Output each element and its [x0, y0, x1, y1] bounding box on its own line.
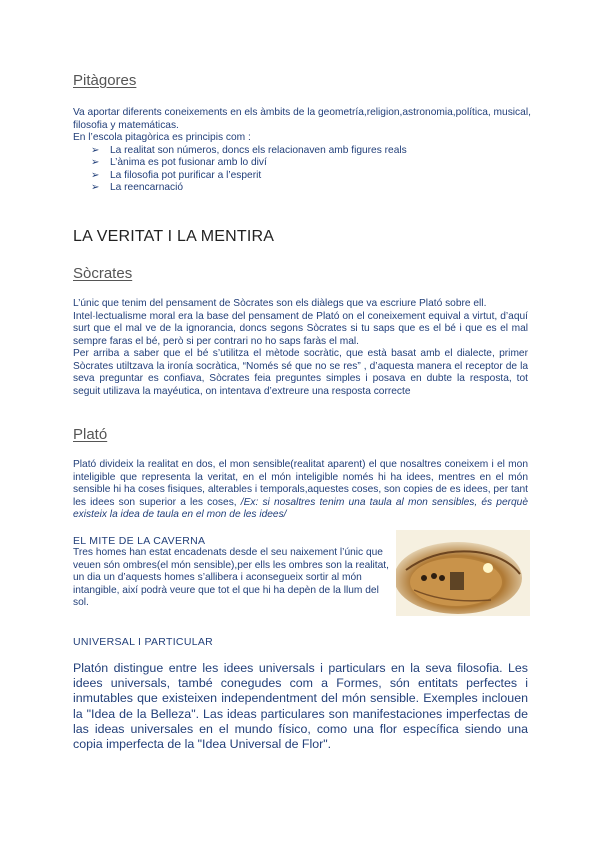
- plato-text: Plató divideix la realitat en dos, el mon sensible(realitat aparent) el que nosaltres coneixem i el mon inteligible que representa la veritat, en el món inteligible només hi ha idees, mentres en el món sensible hi ha coses fisiques, alterables i temporals,aquestes coses, son copies de es idees, per tant les idees son superior a les coses,: [73, 459, 528, 508]
- pitagores-principles-lead: En l’escola pitagòrica es principis com :: [73, 132, 251, 143]
- list-item: ➢ La realitat son números, doncs els relacionaven amb figures reals: [91, 145, 533, 158]
- socrates-paragraph: Per arriba a saber que el bé s’utilitza el mètode socràtic, que està basat amb el dialecte, primer Sòcrates utiltzava la ironía socràtica, “Només sé que no se res” , d’aquesta manera el receptor de la seva preguntar es confiava, Sòcrates feia preguntes simples i posava en dubte la resposta, tot seguit utilizava la mayéutica, on intentava d’extreure una resposta correcte: [73, 348, 528, 397]
- socrates-paragraph: Intel·lectualisme moral era la base del pensament de Plató on el coneixement equival a virtut, d’aquí surt que el mal ve de la ignorancia, doncs segons Sòcrates si tu saps que es el bé i que es el mal sempre faras el bé, però si per contrari no ho saps faràs el mal.: [73, 310, 528, 347]
- pitagores-principles-list: [91, 145, 533, 195]
- cave-heading: EL MITE DE LA CAVERNA: [73, 535, 206, 547]
- plato-paragraph: [73, 459, 528, 522]
- list-item: ➢ L’ànima es pot fusionar amb lo diví: [91, 157, 533, 170]
- universal-text: Platón distingue entre les idees universals i particulars en la seva filosofia. Les idees universals, també conegudes com a Formes, són entitats perfectes i inmutables que existeixen independentment del món sensible. Exemples inclouen la "Idea de la Belleza". Las ideas particulares son manifestaciones imperfectas de las ideas universales en el mundo físico, como una flor específica siendo una copia imperfecta de la "Idea Universal de Flor".: [73, 661, 528, 752]
- cave-text: Tres homes han estat encadenats desde el seu naixement l’únic que veuen són ombres(el món sensible),per ells les ombres son la realitat, un dia un d’aquests homes s’allibera i aconsegueix sortir al món intangible, així podrà veure que tot el que hi ha depèn de la llum del sol.: [73, 547, 389, 608]
- list-item: ➢ La filosofia pot purificar a l’esperit: [91, 170, 533, 183]
- heading-socrates: Sòcrates: [73, 265, 133, 282]
- section-title: LA VERITAT I LA MENTIRA: [73, 228, 275, 245]
- pitagores-section: [73, 107, 533, 195]
- heading-pitagores: Pitàgores: [73, 72, 137, 89]
- list-item: ➢ La reencarnació: [91, 182, 533, 195]
- cave-illustration: [396, 530, 530, 616]
- plato-example: /Ex: si nosaltres tenim una taula al mon sensibles, és perquè existeix la idea de taula en el mon de les idees/: [73, 496, 528, 520]
- heading-plato: Plató: [73, 426, 108, 443]
- universal-heading: UNIVERSAL I PARTICULAR: [73, 636, 214, 648]
- socrates-section: [73, 298, 528, 398]
- socrates-paragraph: L’únic que tenim del pensament de Sòcrates son els diàlegs que va escriure Plató sobre ell.: [73, 298, 487, 309]
- pitagores-intro: Va aportar diferents coneixements en els àmbits de la geometría,religion,astronomia,política, musical, filosofia y matemáticas.: [73, 107, 531, 131]
